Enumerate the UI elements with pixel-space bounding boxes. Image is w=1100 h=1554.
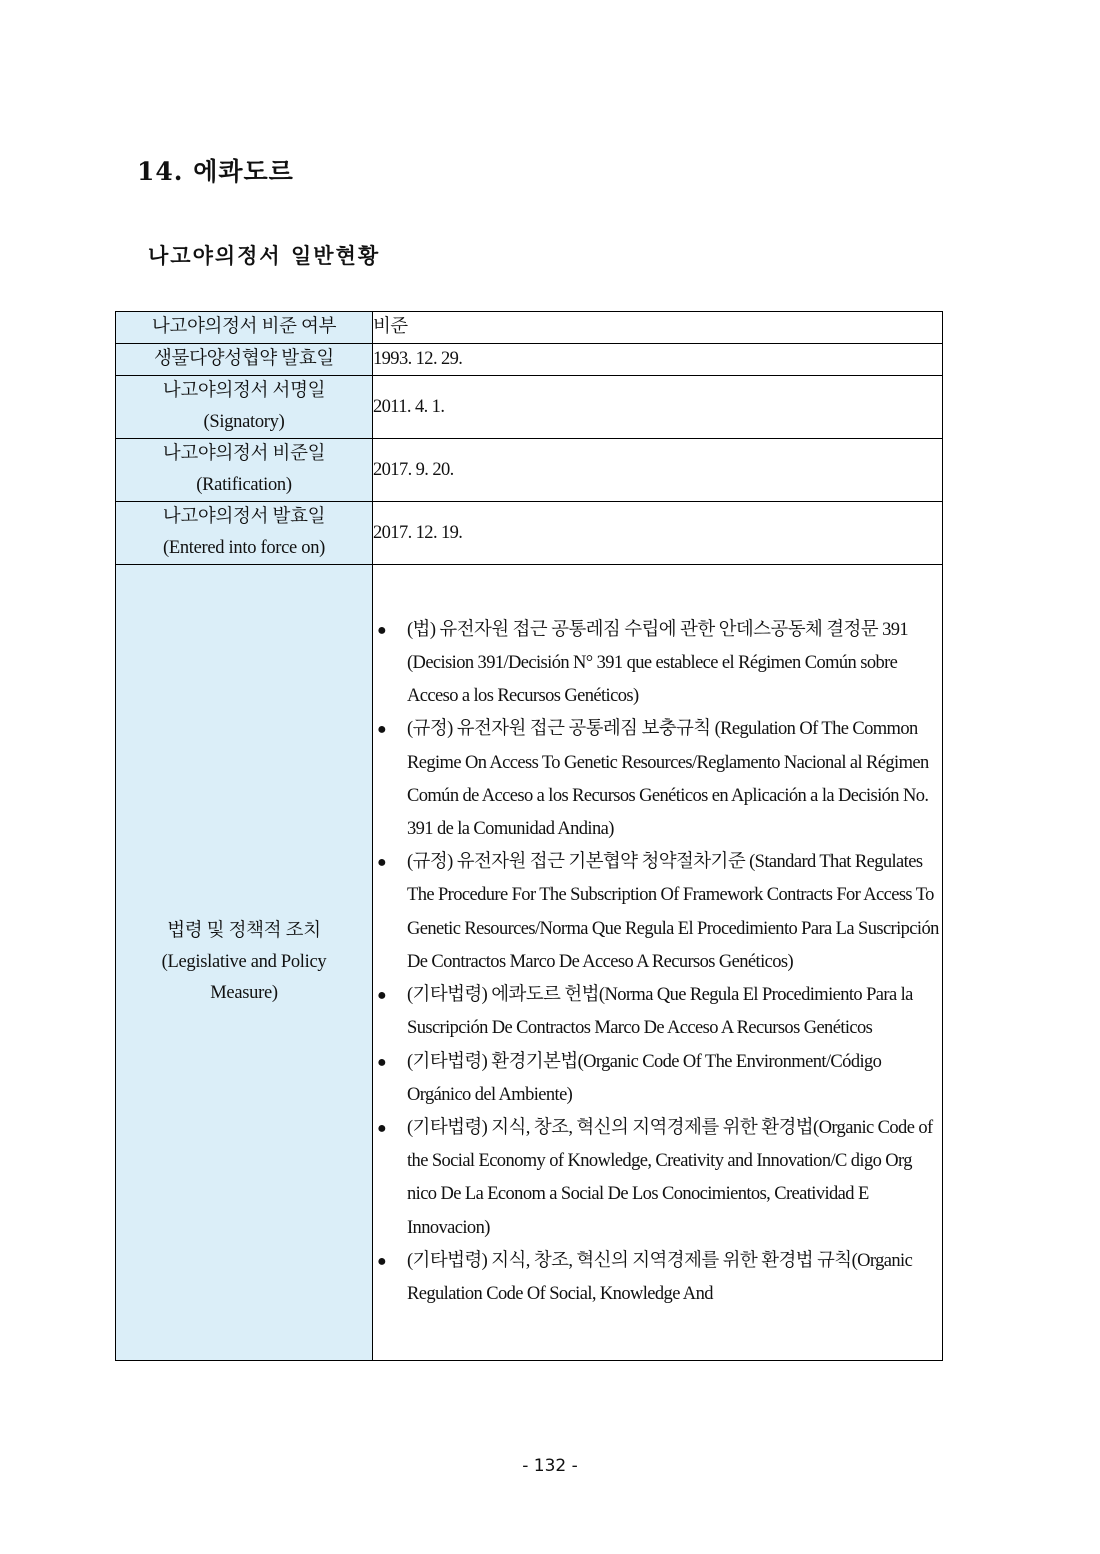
measures-list-cell	[373, 565, 943, 1361]
bullet-icon: ●	[377, 987, 387, 1005]
row-label: 나고야의정서 서명일 (Signatory)	[116, 376, 373, 439]
bullet-icon: ●	[377, 1252, 387, 1270]
table-row-cbd-entry-into-force	[116, 344, 943, 376]
page-number: - 132 -	[522, 1456, 578, 1476]
list-item: ● (기타법령) 환경기본법(Organic Code Of The Environment/Código Orgánico del Ambiente)	[373, 1046, 942, 1112]
row-label: 법령 및 정책적 조치 (Legislative and Policy Measure)	[116, 565, 373, 1361]
row-label: 생물다양성협약 발효일	[116, 344, 373, 376]
row-value: 1993. 12. 29.	[373, 344, 943, 376]
bullet-icon: ●	[377, 621, 387, 639]
table-row-legislative-measures	[116, 565, 943, 1361]
list-item: ● (규정) 유전자원 접근 기본협약 청약절차기준 (Standard That Regulates The Procedure For The Subscription Of Framework Contracts For Access To Genetic Resources/Norma Que Regula El Procedimiento Para La Suscripción De Contractos Marco De Acceso A Recursos Genéticos)	[373, 846, 942, 979]
bullet-icon: ●	[377, 1119, 387, 1137]
table-row-ratification	[116, 439, 943, 502]
list-item: ● (기타법령) 지식, 창조, 혁신의 지역경제를 위한 환경법 규칙(Organic Regulation Code Of Social, Knowledge And	[373, 1245, 942, 1311]
row-label: 나고야의정서 발효일 (Entered into force on)	[116, 502, 373, 565]
row-label: 나고야의정서 비준일 (Ratification)	[116, 439, 373, 502]
bullet-icon: ●	[377, 721, 387, 739]
row-value: 2011. 4. 1.	[373, 376, 943, 439]
measures-list	[373, 614, 942, 1311]
table-row-signatory	[116, 376, 943, 439]
list-item: ● (법) 유전자원 접근 공통레짐 수립에 관한 안데스공동체 결정문 391 (Decision 391/Decisión N° 391 que establece el Régimen Común sobre Acceso a los Recursos Genéticos)	[373, 614, 942, 714]
row-value: 2017. 12. 19.	[373, 502, 943, 565]
bullet-icon: ●	[377, 854, 387, 872]
row-value: 비준	[373, 312, 943, 344]
row-value: 2017. 9. 20.	[373, 439, 943, 502]
table-row-entered-into-force	[116, 502, 943, 565]
table-row-ratification-status	[116, 312, 943, 344]
list-item: ● (규정) 유전자원 접근 공통레짐 보충규칙 (Regulation Of The Common Regime On Access To Genetic Resources/Reglamento Nacional al Régimen Común de Acceso a los Recursos Genéticos en Aplicación a la Decisión No. 391 de la Comunidad Andina)	[373, 713, 942, 846]
list-item: ● (기타법령) 에콰도르 헌법(Norma Que Regula El Procedimiento Para la Suscripción De Contractos Marco De Acceso A Recursos Genéticos	[373, 979, 942, 1045]
page-heading: 14. 에콰도르	[137, 157, 294, 186]
list-item: ● (기타법령) 지식, 창조, 혁신의 지역경제를 위한 환경법(Organic Code of the Social Economy of Knowledge, Creativity and Innovation/C digo Org nico De La Econom a Social De Los Conocimientos, Creatividad E Innovacion)	[373, 1112, 942, 1245]
section-title: 나고야의정서 일반현황	[148, 243, 381, 268]
nagoya-status-table	[115, 311, 943, 1361]
row-label: 나고야의정서 비준 여부	[116, 312, 373, 344]
bullet-icon: ●	[377, 1053, 387, 1071]
